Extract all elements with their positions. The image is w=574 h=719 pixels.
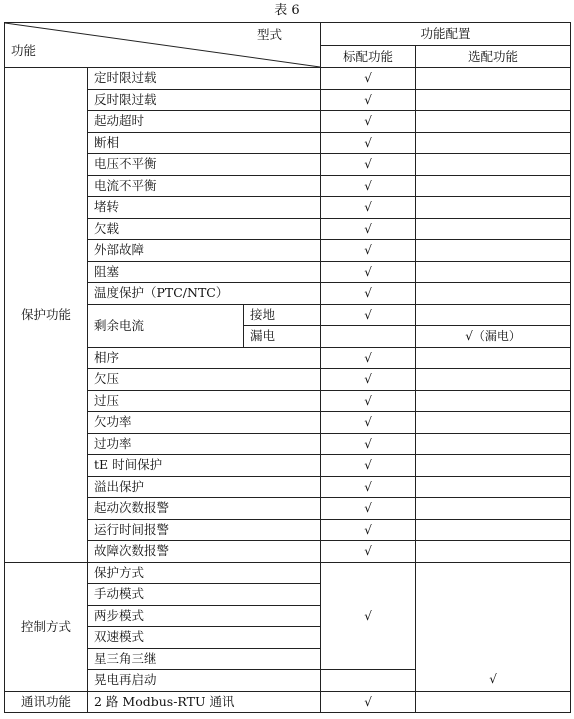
standard-cell: √ (321, 175, 416, 197)
optional-cell (416, 476, 571, 498)
function-name-cell: 手动模式 (88, 584, 321, 606)
optional-cell (416, 433, 571, 455)
standard-cell: √ (321, 111, 416, 133)
table-row (5, 369, 571, 391)
function-name-cell: 双速模式 (88, 627, 321, 649)
table-row (5, 433, 571, 455)
table-row (5, 691, 571, 713)
standard-cell: √ (321, 455, 416, 477)
optional-cell (416, 240, 571, 262)
standard-cell: √ (321, 369, 416, 391)
function-name-cell: 阻塞 (88, 261, 321, 283)
header-row-1 (5, 23, 571, 46)
group-label-control: 控制方式 (5, 562, 88, 691)
function-name-cell: 反时限过载 (88, 89, 321, 111)
standard-cell: √ (321, 218, 416, 240)
table-row (5, 283, 571, 305)
function-name-cell: 2 路 Modbus-RTU 通讯 (88, 691, 321, 713)
standard-cell: √ (321, 240, 416, 262)
table-row (5, 218, 571, 240)
standard-cell: √ (321, 541, 416, 563)
table-row (5, 197, 571, 219)
standard-cell: √ (321, 154, 416, 176)
table-row (5, 132, 571, 154)
standard-cell: √ (321, 261, 416, 283)
table-row (5, 175, 571, 197)
function-config-table (4, 22, 571, 713)
standard-cell: √ (321, 476, 416, 498)
standard-cell: √ (321, 89, 416, 111)
optional-cell: √ (416, 562, 571, 691)
table-row (5, 240, 571, 262)
residual-current-cell: 剩余电流 (88, 304, 244, 347)
table-row (5, 154, 571, 176)
function-name-cell: 保护方式 (88, 562, 321, 584)
function-name-cell: 堵转 (88, 197, 321, 219)
optional-cell (416, 412, 571, 434)
table-row (5, 412, 571, 434)
table-row (5, 347, 571, 369)
header-type-label: 型式 (257, 27, 283, 42)
function-name-cell: 运行时间报警 (88, 519, 321, 541)
function-name-cell: 溢出保护 (88, 476, 321, 498)
standard-cell (321, 326, 416, 348)
standard-cell: √ (321, 68, 416, 90)
sub-function-cell: 接地 (244, 304, 321, 326)
function-name-cell: 欠载 (88, 218, 321, 240)
optional-cell (416, 390, 571, 412)
standard-cell: √ (321, 433, 416, 455)
function-name-cell: 温度保护（PTC/NTC） (88, 283, 321, 305)
function-name-cell: 两步模式 (88, 605, 321, 627)
table-row (5, 390, 571, 412)
function-name-cell: 晃电再启动 (88, 670, 321, 692)
function-name-cell: 故障次数报警 (88, 541, 321, 563)
function-name-cell: 电压不平衡 (88, 154, 321, 176)
optional-cell (416, 132, 571, 154)
function-name-cell: 欠压 (88, 369, 321, 391)
standard-cell: √ (321, 562, 416, 670)
table-row (5, 89, 571, 111)
sub-function-cell: 漏电 (244, 326, 321, 348)
function-name-cell: 起动超时 (88, 111, 321, 133)
optional-cell (416, 347, 571, 369)
optional-cell (416, 304, 571, 326)
header-config-label: 功能配置 (321, 23, 571, 46)
optional-cell (416, 541, 571, 563)
standard-cell: √ (321, 347, 416, 369)
optional-cell (416, 154, 571, 176)
optional-cell (416, 89, 571, 111)
optional-cell (416, 691, 571, 713)
table-row (5, 304, 571, 326)
group-label-protection: 保护功能 (5, 68, 88, 563)
standard-cell: √ (321, 283, 416, 305)
function-name-cell: 外部故障 (88, 240, 321, 262)
function-name-cell: 断相 (88, 132, 321, 154)
group-label-comm: 通讯功能 (5, 691, 88, 713)
table-row (5, 519, 571, 541)
header-optional-label: 选配功能 (416, 46, 571, 68)
standard-cell: √ (321, 390, 416, 412)
standard-cell: √ (321, 412, 416, 434)
function-name-cell: 过功率 (88, 433, 321, 455)
optional-cell (416, 218, 571, 240)
optional-cell (416, 111, 571, 133)
optional-cell (416, 369, 571, 391)
standard-cell: √ (321, 132, 416, 154)
optional-cell (416, 261, 571, 283)
standard-cell: √ (321, 519, 416, 541)
table-row (5, 68, 571, 90)
function-name-cell: 欠功率 (88, 412, 321, 434)
standard-cell: √ (321, 304, 416, 326)
standard-cell: √ (321, 691, 416, 713)
function-name-cell: 过压 (88, 390, 321, 412)
table-row (5, 455, 571, 477)
optional-cell (416, 175, 571, 197)
optional-cell (416, 283, 571, 305)
function-name-cell: tE 时间保护 (88, 455, 321, 477)
function-name-cell: 起动次数报警 (88, 498, 321, 520)
header-standard-label: 标配功能 (321, 46, 416, 68)
standard-cell (321, 670, 416, 692)
function-name-cell: 相序 (88, 347, 321, 369)
optional-cell: √（漏电） (416, 326, 571, 348)
function-name-cell: 定时限过载 (88, 68, 321, 90)
standard-cell: √ (321, 498, 416, 520)
table-row (5, 261, 571, 283)
table-caption: 表 6 (274, 3, 300, 18)
table-row (5, 476, 571, 498)
optional-cell (416, 519, 571, 541)
standard-cell: √ (321, 197, 416, 219)
function-name-cell: 星三角三继 (88, 648, 321, 670)
header-function-label: 功能 (11, 43, 37, 58)
optional-cell (416, 455, 571, 477)
table-row (5, 498, 571, 520)
optional-cell (416, 68, 571, 90)
table-row (5, 541, 571, 563)
diagonal-header-cell (5, 23, 321, 68)
table-row (5, 111, 571, 133)
optional-cell (416, 197, 571, 219)
function-name-cell: 电流不平衡 (88, 175, 321, 197)
table-row (5, 562, 571, 584)
optional-cell (416, 498, 571, 520)
